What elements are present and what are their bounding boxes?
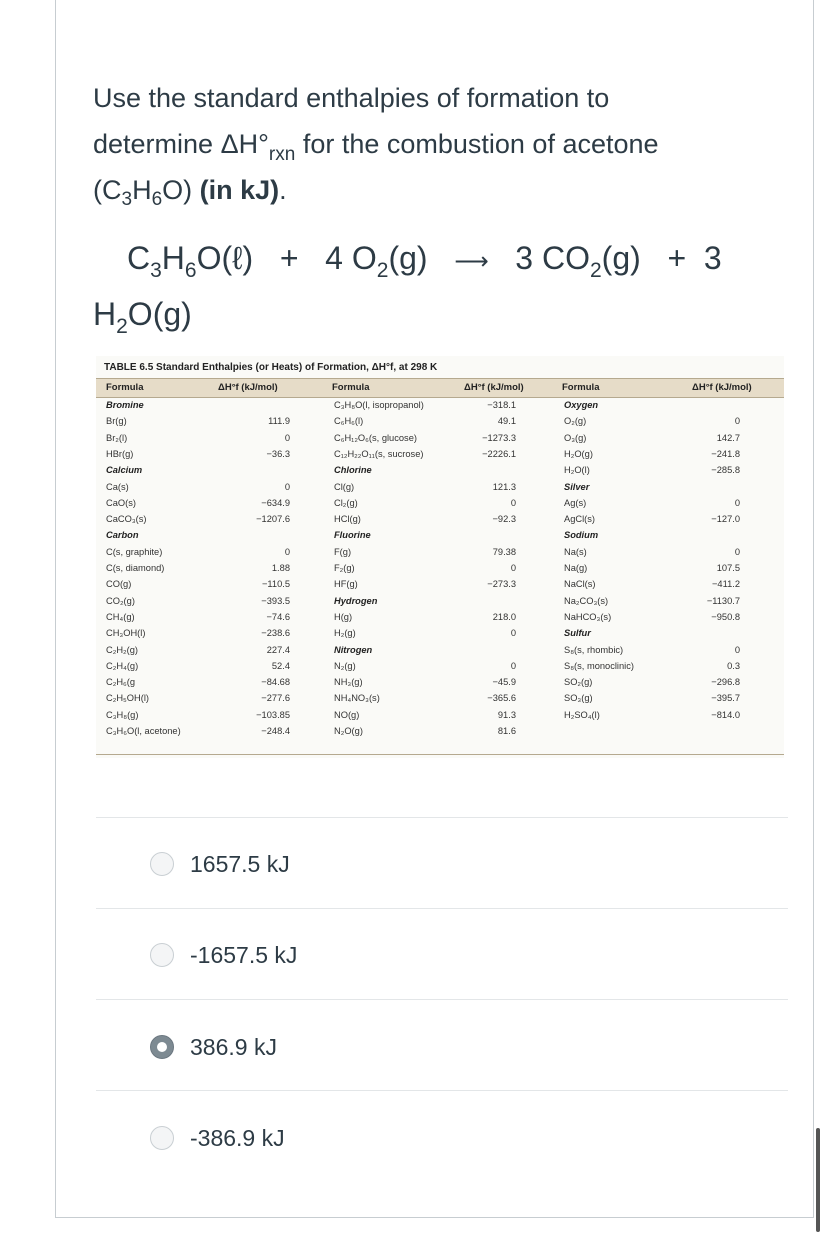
radio-button-icon[interactable]	[150, 1126, 174, 1150]
table-formula: N₂O(g)	[334, 726, 363, 736]
table-formula: N₂(g)	[334, 661, 356, 671]
table-formula: C₃H₈O(l, isopropanol)	[334, 400, 424, 410]
option-label: 1657.5 kJ	[190, 850, 290, 877]
table-category: Nitrogen	[334, 645, 373, 655]
table-formula: SO₂(g)	[564, 677, 593, 687]
table-formula: C(s, diamond)	[106, 563, 165, 573]
table-category: Bromine	[106, 400, 144, 410]
table-value: −2226.1	[482, 449, 516, 459]
scrollbar[interactable]	[816, 1128, 820, 1232]
table-formula: CO(g)	[106, 579, 132, 589]
table-category: Chlorine	[334, 465, 372, 475]
table-formula: NaCl(s)	[564, 579, 596, 589]
table-category: Fluorine	[334, 530, 371, 540]
table-value: 227.4	[266, 645, 290, 655]
table-formula: SO₃(g)	[564, 693, 593, 703]
table-value: 121.3	[492, 482, 516, 492]
table-formula: Cl(g)	[334, 482, 355, 492]
table-formula: HBr(g)	[106, 449, 134, 459]
table-value: 0	[284, 433, 290, 443]
table-value: −127.0	[711, 514, 740, 524]
question-text	[93, 75, 753, 213]
option-label: -1657.5 kJ	[190, 941, 298, 968]
table-value: −1273.3	[482, 433, 516, 443]
table-formula: H₂O(l)	[564, 465, 590, 475]
table-value: 49.1	[497, 416, 516, 426]
table-formula: F(g)	[334, 547, 352, 557]
table-formula: F₂(g)	[334, 563, 355, 573]
table-value: −238.6	[261, 628, 290, 638]
question-line-2: determine $\Delta H^\circ_{rxn}$ for the combustion of acetone	[93, 129, 659, 165]
table-value: 91.3	[497, 710, 516, 720]
chemical-equation: $C_3H_6O(\ell)$ + 4 $O_2(g)$ ⟶ 3 $CO_2(g)$ + 3 $H_2O(g)$	[93, 240, 722, 338]
table-formula: NaHCO₃(s)	[564, 612, 612, 622]
table-formula: Na(g)	[564, 563, 588, 573]
table-value: 142.7	[716, 433, 740, 443]
table-value: −277.6	[261, 693, 290, 703]
table-title: TABLE 6.5 Standard Enthalpies (or Heats) of Formation, ΔH°f, at 298 K	[104, 362, 438, 373]
table-formula: HF(g)	[334, 579, 358, 589]
question-line-1: Use the standard enthalpies of formation to	[93, 83, 610, 113]
table-value: 0	[734, 547, 740, 557]
table-value: −814.0	[711, 710, 740, 720]
table-category: Calcium	[106, 465, 143, 475]
table-formula: C₂H₄(g)	[106, 661, 139, 671]
table-value: 107.5	[716, 563, 740, 573]
table-formula: O₃(g)	[564, 433, 587, 443]
table-formula: NH₃(g)	[334, 677, 363, 687]
table-value: 1.88	[271, 563, 290, 573]
table-formula: AgCl(s)	[564, 514, 595, 524]
table-formula: C₂H₅OH(l)	[106, 693, 149, 703]
table-value: 79.38	[492, 547, 516, 557]
table-value: −285.8	[711, 465, 740, 475]
radio-button-selected-icon[interactable]	[150, 1035, 174, 1059]
table-value: −318.1	[487, 400, 516, 410]
table-value: 111.9	[268, 416, 290, 426]
enthalpy-table-image	[96, 356, 784, 758]
table-formula: NO(g)	[334, 710, 360, 720]
table-value: −45.9	[492, 677, 516, 687]
table-value: −411.2	[711, 579, 740, 589]
table-formula: CaO(s)	[106, 498, 136, 508]
table-formula: Br₂(l)	[106, 433, 128, 443]
table-formula: S₈(s, rhombic)	[564, 645, 624, 655]
table-header: Formula ΔH°f (kJ/mol) Formula ΔH°f (kJ/mol) Formula ΔH°f (kJ/mol)	[96, 378, 784, 398]
table-formula: C₂H₆(g	[106, 677, 136, 687]
table-value: 0	[734, 498, 740, 508]
table-category: Silver	[564, 482, 590, 492]
table-value: 0	[510, 563, 516, 573]
table-value: 0	[510, 661, 516, 671]
table-value: −248.4	[261, 726, 290, 736]
table-value: 0	[734, 645, 740, 655]
option-label: 386.9 kJ	[190, 1033, 277, 1060]
table-value: 0	[284, 547, 290, 557]
table-value: −1207.6	[256, 514, 290, 524]
table-value: −296.8	[711, 677, 740, 687]
table-formula: H₂O(g)	[564, 449, 593, 459]
table-value: −84.68	[261, 677, 290, 687]
table-category: Sulfur	[564, 628, 591, 638]
table-category: Oxygen	[564, 400, 599, 410]
table-formula: NH₄NO₃(s)	[334, 693, 380, 703]
table-value: 0	[284, 482, 290, 492]
table-formula: C₂H₂(g)	[106, 645, 139, 655]
option-3[interactable]	[150, 1030, 277, 1064]
table-category: Carbon	[106, 530, 139, 540]
table-value: −634.9	[261, 498, 290, 508]
table-formula: H₂SO₄(l)	[564, 710, 600, 720]
table-formula: CH₃OH(l)	[106, 628, 146, 638]
radio-button-icon[interactable]	[150, 852, 174, 876]
table-formula: CaCO₃(s)	[106, 514, 147, 524]
table-value: −36.3	[266, 449, 290, 459]
table-value: −365.6	[487, 693, 516, 703]
table-value: 52.4	[271, 661, 290, 671]
table-formula: C₃H₈(g)	[106, 710, 139, 720]
table-value: −950.8	[711, 612, 740, 622]
table-category: Hydrogen	[334, 596, 378, 606]
table-category: Sodium	[564, 530, 599, 540]
table-formula: O₂(g)	[564, 416, 587, 426]
table-value: 0	[734, 416, 740, 426]
option-4[interactable]	[150, 1121, 285, 1155]
table-formula: Br(g)	[106, 416, 127, 426]
table-formula: Ag(s)	[564, 498, 587, 508]
table-value: −273.3	[487, 579, 516, 589]
table-formula: C(s, graphite)	[106, 547, 163, 557]
table-formula: H(g)	[334, 612, 353, 622]
table-value: −241.8	[711, 449, 740, 459]
radio-button-icon[interactable]	[150, 943, 174, 967]
table-formula: C₁₂H₂₂O₁₁(s, sucrose)	[334, 449, 424, 459]
table-value: 218.0	[492, 612, 516, 622]
option-1[interactable]	[150, 847, 290, 881]
table-formula: Cl₂(g)	[334, 498, 358, 508]
table-value: −393.5	[261, 596, 290, 606]
table-value: 0	[510, 498, 516, 508]
table-value: 81.6	[497, 726, 516, 736]
reaction-arrow-icon: ⟶	[454, 248, 489, 275]
option-2[interactable]	[150, 938, 297, 972]
table-formula: H₂(g)	[334, 628, 356, 638]
question-line-3: $(C_3H_6O)$ (in kJ).	[93, 175, 287, 210]
table-value: −74.6	[266, 612, 290, 622]
table-formula: CH₄(g)	[106, 612, 135, 622]
table-formula: Ca(s)	[106, 482, 129, 492]
table-formula: Na₂CO₃(s)	[564, 596, 609, 606]
table-value: −110.5	[261, 579, 290, 589]
table-formula: S₈(s, monoclinic)	[564, 661, 634, 671]
table-value: −103.85	[256, 710, 290, 720]
table-formula: C₆H₆(l)	[334, 416, 364, 426]
table-value: −395.7	[711, 693, 740, 703]
table-value: −1130.7	[706, 596, 740, 606]
table-value: −92.3	[492, 514, 516, 524]
table-formula: C₃H₆O(l, acetone)	[106, 726, 181, 736]
table-formula: CO₂(g)	[106, 596, 135, 606]
table-value: 0.3	[727, 661, 740, 671]
table-formula: HCl(g)	[334, 514, 361, 524]
table-formula: C₆H₁₂O₆(s, glucose)	[334, 433, 417, 443]
table-formula: Na(s)	[564, 547, 587, 557]
table-value: 0	[510, 628, 516, 638]
option-label: -386.9 kJ	[190, 1124, 285, 1151]
